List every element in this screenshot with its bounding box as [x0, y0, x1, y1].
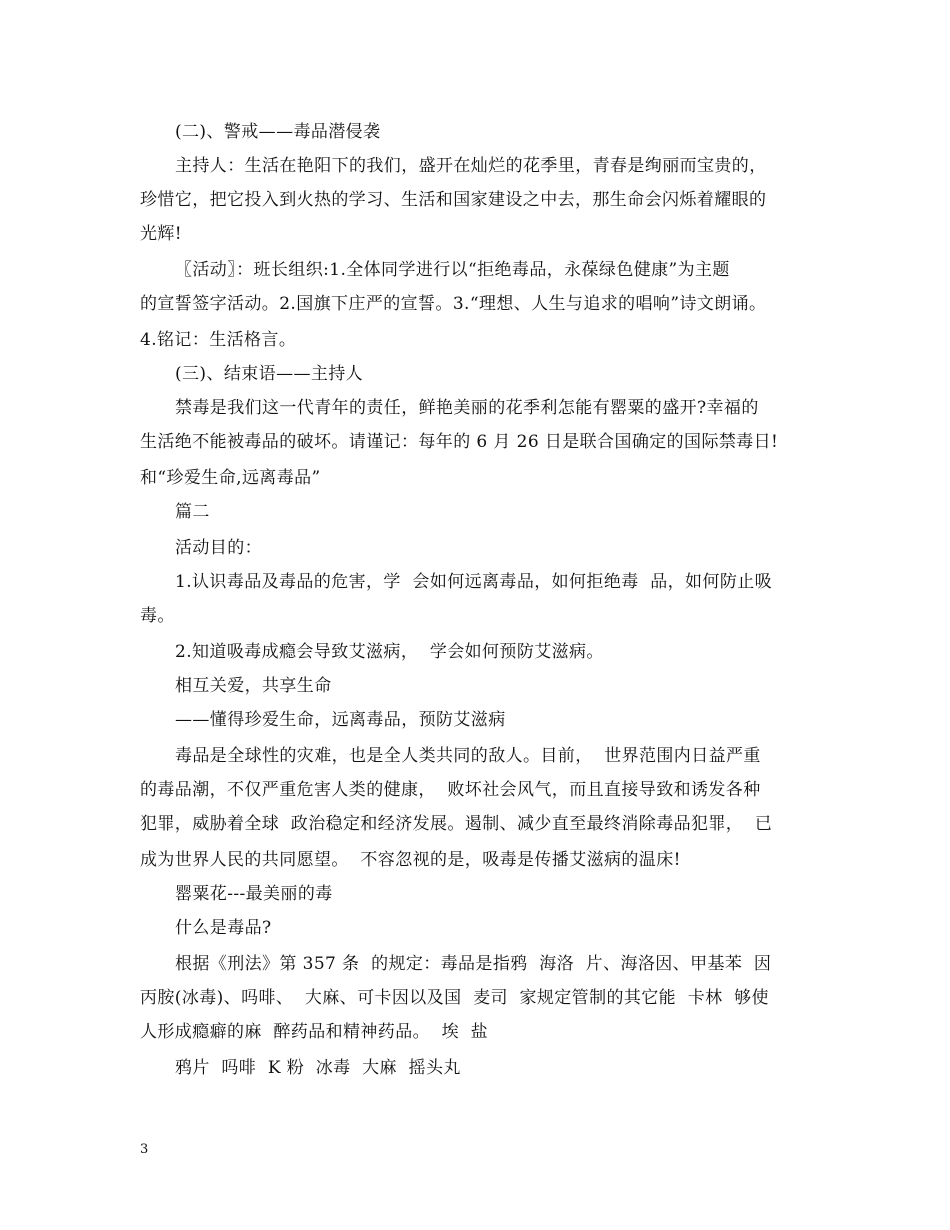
- section-heading: (二)、警戒——毒品潜侵袭: [175, 122, 381, 142]
- paragraph-line: 犯罪，威胁着全球 政治稳定和经济发展。遏制、减少直至最终消除毒品犯罪， 已: [140, 814, 773, 834]
- paragraph-line: 1.认识毒品及毒品的危害，学 会如何远离毒品，如何拒绝毒 品，如何防止吸: [175, 572, 773, 592]
- paragraph-line: 毒品是全球性的灾难，也是全人类共同的敌人。目前， 世界范围内日益严重: [175, 746, 761, 766]
- paragraph-line: 丙胺(冰毒)、吗啡、 大麻、可卡因以及国 麦司 家规定管制的其它能 卡林 够使: [140, 988, 769, 1008]
- paragraph-line: 和“珍爱生命,远离毒品”: [140, 468, 321, 488]
- paragraph-line: 鸦片 吗啡 K 粉 冰毒 大麻 摇头丸: [175, 1058, 461, 1078]
- paragraph-line: 珍惜它，把它投入到火热的学习、生活和国家建设之中去，那生命会闪烁着耀眼的: [140, 190, 767, 210]
- section-heading: (三)、结束语——主持人: [175, 364, 364, 384]
- paragraph-line: 人形成瘾癖的麻 醉药品和精神药品。 埃 盐: [140, 1022, 489, 1042]
- paragraph-line: 禁毒是我们这一代青年的责任，鲜艳美丽的花季利怎能有罂粟的盛开?幸福的: [175, 398, 759, 418]
- paragraph-line: 〖活动〗：班长组织:1.全体同学进行以“拒绝毒品，永葆绿色健康”为主题: [175, 260, 730, 280]
- paragraph-line: 根据《刑法》第 357 条 的规定：毒品是指鸦 海洛 片、海洛因、甲基苯 因: [175, 954, 772, 974]
- paragraph-line: 活动目的：: [175, 538, 262, 558]
- paragraph-line: 生活绝不能被毒品的破坏。请谨记：每年的 6 月 26 日是联合国确定的国际禁毒日!: [140, 432, 779, 452]
- paragraph-line: 4.铭记：生活格言。: [140, 330, 297, 350]
- paragraph-line: 光辉!: [140, 224, 183, 244]
- paragraph-line: 罂粟花---最美丽的毒: [175, 884, 333, 904]
- page-number: 3: [140, 1142, 149, 1157]
- paragraph-line: 的宣誓签字活动。2.国旗下庄严的宣誓。3.“理想、人生与追求的唱响”诗文朗诵。: [140, 294, 767, 314]
- paragraph-line: 的毒品潮，不仅严重危害人类的健康， 败坏社会风气，而且直接导致和诱发各种: [140, 780, 761, 800]
- section-heading: 篇二: [175, 502, 210, 522]
- paragraph-line: 主持人：生活在艳阳下的我们，盛开在灿烂的花季里，青春是绚丽而宝贵的，: [175, 156, 767, 176]
- paragraph-line: 成为世界人民的共同愿望。 不容忽视的是，吸毒是传播艾滋病的温床!: [140, 850, 681, 870]
- paragraph-line: 相互关爱，共享生命: [175, 676, 332, 696]
- paragraph-line: ——懂得珍爱生命，远离毒品，预防艾滋病: [175, 710, 506, 730]
- paragraph-line: 2.知道吸毒成瘾会导致艾滋病， 学会如何预防艾滋病。: [175, 642, 604, 662]
- paragraph-line: 毒。: [140, 606, 175, 626]
- paragraph-line: 什么是毒品?: [175, 918, 272, 938]
